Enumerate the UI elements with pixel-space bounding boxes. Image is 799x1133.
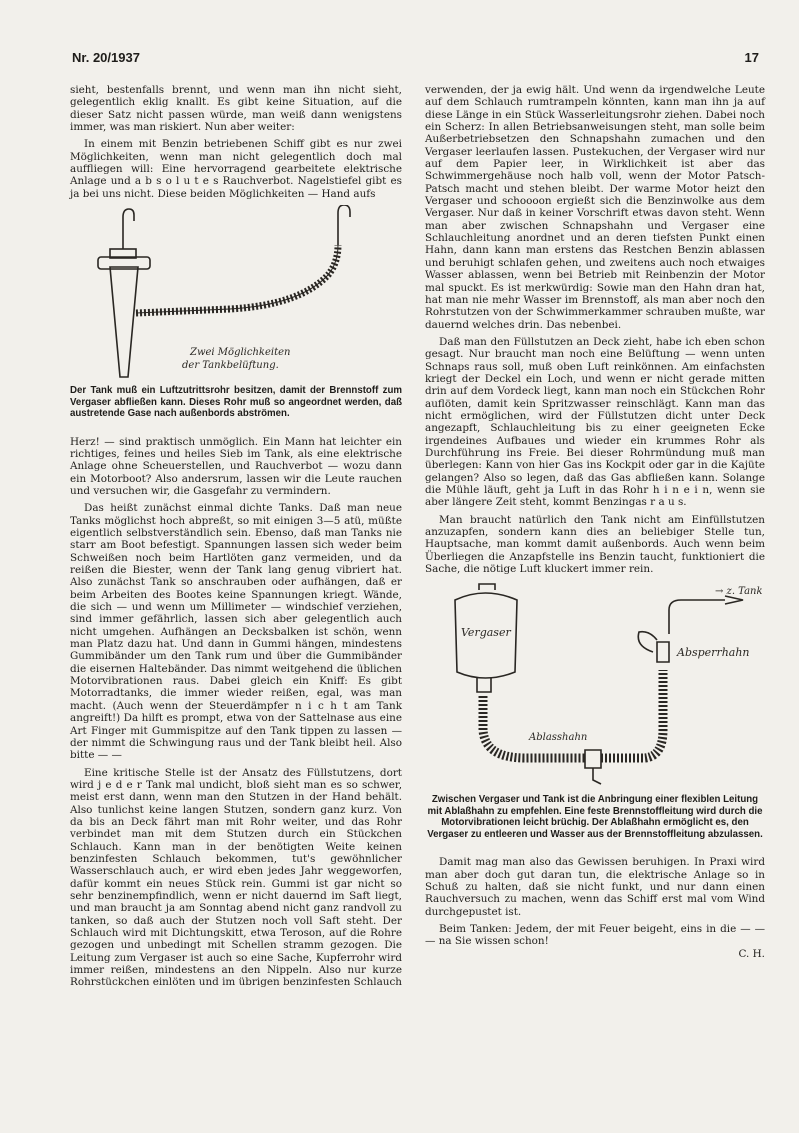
drain-cock-icon [585, 750, 601, 768]
flexible-hose-icon [483, 696, 588, 758]
figure-caption: Zwischen Vergaser und Tank ist die Anbringung einer flexiblen Leitung mit Ablaßhahn zu empfehlen. Eine feste Brennstoffleitung wird durch die Motorvibrationen leicht brüchig. Der Ablaßhahn ermöglicht es, den Vergaser zu entleeren und Wasser aus der Brennstoffleitung abzulassen. [427, 794, 763, 840]
paragraph: Eine kritische Stelle ist der Ansatz des Füllstutzens, dort wird j e d e r Tank mal undicht, bloß sieht man es so schwer, meist erst dann, wenn man den Stutzen in der Hand behält. Also tunlichst keine langen Stutzen, sondern ganz kurz. Von da bis an Deck fährt man mit Rohr weiter, und das Rohr verbindet man mit dem Stutzen durch ein Stückchen Schlauch. Kann man in der benötigten Weite keinen benzinfesten Schlauch bekommen, tut's gewöhnlicher Wasserschlauch auch, er wird eben jedes Jahr weggeworfen, dafür kommt ein neues Stück rein. Gummi ist gar nicht so sehr benzinempfindlich, wenn er nicht dauernd im Saft liegt, und man braucht ja am Sonntag abend nicht ganz randvoll zu tanken, so daß auch der Stutzen noch voll Saft steht. Der Schlauch wird mit Dichtungskitt, etwa Teroson, auf die Rohre gezogen und unbedingt mit Schellen stramm gezogen. Die Leitung zum Vergaser ist auch so eine Sache, Kupferrohr wird immer reißen, mindestens an den Nippeln. Also nur kurze Rohrstückchen einlöten und im übrigen benzinfesten Schlauch [70, 766, 402, 989]
figure-handwritten-label: Zwei Möglichkeiten [190, 347, 291, 359]
figure-label-tank: → z. Tank [715, 586, 763, 598]
page-number: 17 [744, 50, 759, 65]
figure-handwritten-label: der Tankbelüftung. [182, 360, 279, 372]
paragraph: In einem mit Benzin betriebenen Schiff gibt es nur zwei Möglichkeiten, wenn man nicht gelegentlich doch mal auffliegen will: Eine hervorragend gearbeitete elektrische Anlage und a b s o l u t e s Rauchverbot. Nagelstiefel gibt es ja bei uns nicht. Diese beiden Möglichkeiten — Hand aufs [70, 138, 402, 200]
paragraph: Damit mag man also das Gewissen beruhigen. In Praxi wird man aber doch gut daran tun, die elektrische Anlage so in Schuß zu halten, daß sie nicht funkt, und nur dann einen Rauchversuch zu machen, wenn das Schiff erst mal vom Wind durchgepustet ist. [425, 856, 765, 918]
author-signature: C. H. [738, 947, 765, 960]
paragraph: Das heißt zunächst einmal dichte Tanks. Daß man neue Tanks möglichst hoch abpreßt, so mit einigen 3—5 atü, müßte eigentlich selbstverständlich sein. Ebenso, daß man Tanks nie starr am Boot befestigt. Spannungen lassen sich weder beim Schweißen noch beim Hartlöten ganz vermeiden, und da reißen die Biester, wenn der Tank lang genug vibriert hat. Also zunächst Tank so anschrauben oder aufhängen, daß er beim Arbeiten des Bootes keine Spannungen kriegt. Wände, die sich — und wenn um Millimeter — windschief verziehen, sind immer gefährlich, lassen sich aber gelegentlich auch nicht umgehen. Aufhängen an Decksbalken ist schön, wenn man Platz dazu hat. Und dann in Gummi hängen, mindestens Gummibänder um den Tank rum und über die Gummibänder die eisernen Haltebänder. Das nimmt weitgehend die üblichen Motorvibrationen raus. Dabei gleich ein Kniff: Es gibt Motorradtanks, die immer wieder reißen, egal, was man macht. (Auch wenn der Steuerdämpfer n i c h t am Tank angreift!) Da hilft es prompt, etwa von der Sattelnase aus eine Art Finger mit Gummispitze auf den Tank tippen zu lassen — der nimmt die Schwingung raus und der Tank bleibt heil. Also bitte — — [70, 502, 402, 762]
paragraph: Herz! — sind praktisch unmöglich. Ein Mann hat leichter ein richtiges, feines und heiles Sieb im Tank, als eine elektrische Anlage ohne Scheuerstellen, und Rauchverbot — wozu dann ein Motorboot? Also andersrum, lassen wir die Leute rauchen und versuchen wir, die Gasgefahr zu vermindern. [70, 435, 402, 497]
figure-label-absperrhahn: Absperrhahn [677, 646, 750, 660]
carburetor-line-figure [425, 580, 765, 792]
paragraph: Daß man den Füllstutzen an Deck zieht, habe ich eben schon gesagt. Nur braucht man noch eine Belüftung — wenn unten Schnaps raus soll, muß oben Luft reinkönnen. Am einfachsten kriegt der Deckel ein Loch, und wenn er nicht gerade mitten drin auf dem Vordeck liegt, kann man noch ein Stückchen Rohr auflöten, damit kein Spritzwasser reinschlägt. Kann man das nicht ermöglichen, wird der Füllstutzen dicht unter Deck angezapft, Schlauchleitung bis zu einer geeigneten Ecke irgendeines Aufbaues und wieder ein krummes Rohr als Durchführung ins Freie. Bei dieser Rohrmündung muß man überlegen: Kann von hier Gas ins Kockpit oder gar in die Kajüte gelangen? Also so legen, daß das Gas abfließen kann. Solange die Mühle läuft, geht ja Luft in das Rohr h i n e i n, wenn sie aber längere Zeit steht, kommt Benzingas r a u s. [425, 335, 765, 509]
issue-number: Nr. 20/1937 [72, 50, 140, 65]
tank-ventilation-figure [70, 205, 402, 383]
shutoff-valve-icon [657, 642, 669, 662]
vent-hose-icon [136, 245, 338, 313]
figure-label-ablasshahn: Ablasshahn [529, 732, 588, 744]
paragraph: Beim Tanken: Jedem, der mit Feuer beigeht, eins in die — — — na Sie wissen schon! [425, 923, 765, 948]
figure-label-vergaser: Vergaser [461, 626, 511, 640]
left-column [70, 84, 402, 994]
paragraph: sieht, bestenfalls brennt, und wenn man ihn nicht sieht, gelegentlich eklig knallt. Es gibt keine Situation, auf die dieser Satz nicht passen würde, man weiß dann wenigstens immer, was man riskiert. Nun aber weiter: [70, 84, 402, 134]
figure-caption: Der Tank muß ein Luftzutrittsrohr besitzen, damit der Brennstoff zum Vergaser abfließen kann. Dieses Rohr muß so angeordnet werden, daß austretende Gase nach außenbords abströmen. [70, 385, 402, 420]
right-column [425, 84, 765, 960]
paragraph: Man braucht natürlich den Tank nicht am Einfüllstutzen anzuzapfen, sondern kann dies an beliebiger Stelle tun, Hauptsache, man kommt damit außenbords. Auch wenn beim Überliegen die Anzapfstelle ins Benzin taucht, funktioniert die Sache, die nötige Luft kluckert immer rein. [425, 513, 765, 576]
paragraph: verwenden, der ja ewig hält. Und wenn da irgendwelche Leute auf dem Schlauch rumtrampeln könnten, kann man ihn ja auf diese Länge in ein Stück Wasserleitungsrohr ziehen. Dabei noch ein Scherz: In allen Betriebsanweisungen steht, man solle beim Außerbetriebsetzen den Schnapshahn zumachen und den Vergaser leerlaufen lassen. Pustekuchen, der Vergaser wird nur auf dem Papier leer, in Wirklichkeit ist aber das Schwimmergehäuse noch halb voll, wenn der Motor Patsch-Patsch macht und stehen bleibt. Der warme Motor heizt den Vergaser und schoooon ergießt sich die Benzinwolke aus dem Vergaser. Nur daß in keiner Vorschrift etwas davon steht. Wenn man aber zwischen Schnapshahn und Vergaser eine Schlauchleitung anordnet und an deren tiefsten Punkt einen Hahn, dann kann man erstens das Restchen Benzin ablassen und beruhigt schlafen gehen, und zweitens auch noch etwaiges Wasser ablassen, wenn bei Betrieb mit Reinbenzin der Motor mal spuckt. Es ist merkwürdig: Sowie man den Hahn dran hat, hat man nie mehr Wasser im Brennstoff, als man aber noch den Rohrstutzen von der Schwimmerkammer schrauben mußte, war dauernd welches drin. Das nebenbei. [425, 84, 765, 331]
tank-tube-icon [110, 267, 138, 377]
